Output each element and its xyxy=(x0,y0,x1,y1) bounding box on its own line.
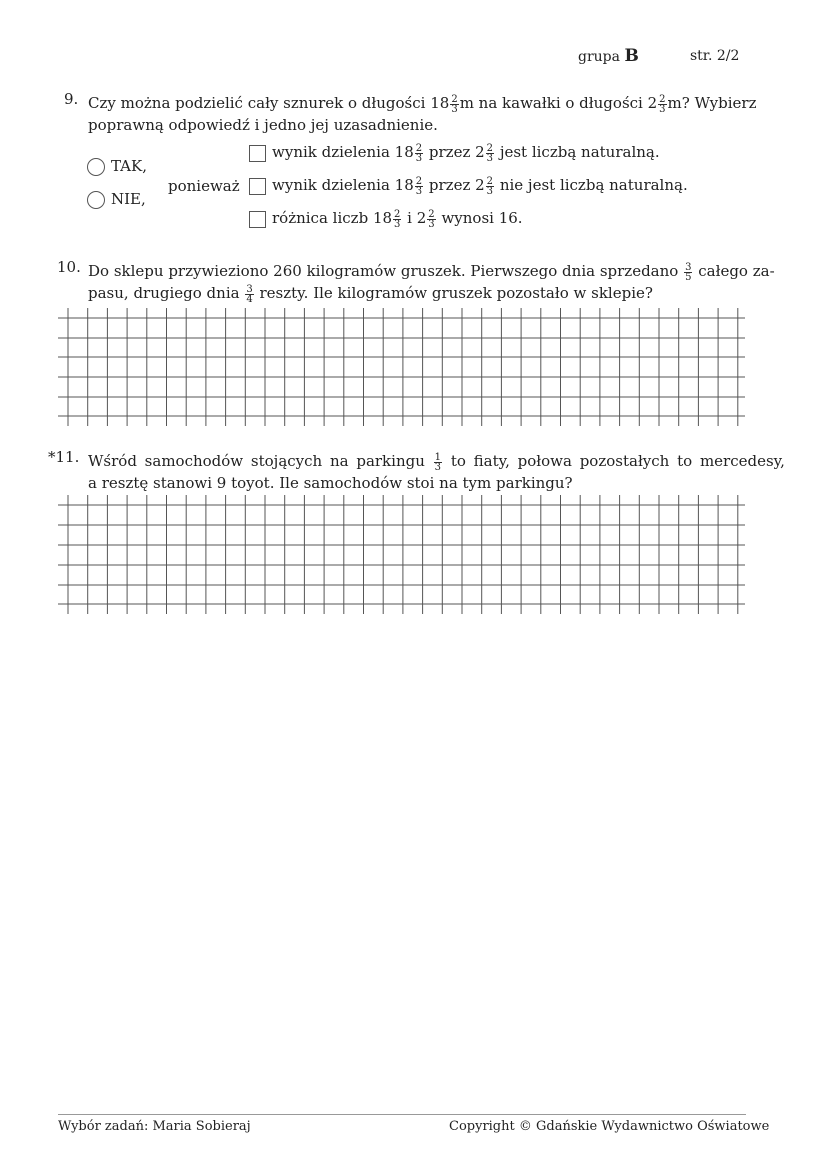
fraction: $\frac{2}{3}$ xyxy=(415,142,423,164)
q9-text-part: Czy można podzielić cały sznurek o długości 18 xyxy=(88,94,450,112)
q11-number: *11. xyxy=(48,448,80,466)
group-value: B xyxy=(624,46,639,66)
footer-copyright: Copyright © Gdańskie Wydawnictwo Oświatowe xyxy=(449,1119,770,1134)
fraction: $\frac{2}{3}$ xyxy=(486,175,494,197)
reason-3[interactable]: różnica liczb 18 $\frac{2}{3}$ i 2 $\frac{2}{3}$ wynosi 16. xyxy=(249,209,523,229)
q9-number: 9. xyxy=(64,90,79,108)
fraction: $\frac{2}{3}$ xyxy=(428,208,435,230)
fraction: $\frac{2}{3}$ xyxy=(451,93,458,115)
reason-2[interactable]: wynik dzielenia 18 $\frac{2}{3}$ przez 2 $\frac{2}{3}$ nie jest liczbą naturalną. xyxy=(249,176,688,196)
footer-author: Wybór zadań: Maria Sobieraj xyxy=(58,1119,251,1134)
q10-text: Do sklepu przywieziono 260 kilogramów gruszek. Pierwszego dnia sprzedano $\frac{3}{5}$ całego za- pasu, drugiego dnia $\frac{3}{4}$ reszty. Ile kilogramów gruszek pozostało w sklepie? xyxy=(88,261,775,305)
footer-divider xyxy=(58,1114,746,1115)
fraction: $\frac{1}{3}$ xyxy=(434,451,442,473)
page-number: str. 2/2 xyxy=(690,48,740,64)
fraction: $\frac{3}{5}$ xyxy=(685,261,692,283)
q10-number: 10. xyxy=(57,258,81,276)
q9-text-part: m na kawałki o długości 2 xyxy=(459,94,658,112)
fraction: $\frac{3}{4}$ xyxy=(246,283,253,305)
because-label: ponieważ xyxy=(168,177,240,195)
q9-text-part: m? Wybierz xyxy=(667,94,757,112)
answer-nie-label: NIE, xyxy=(111,190,146,208)
answer-tak-label: TAK, xyxy=(111,157,147,175)
q11-text: Wśród samochodów stojących na parkingu $\frac{1}{3}$ to fiaty, połowa pozostałych to mercedesy, a resztę stanowi 9 toyot. Ile samochodów stoi na tym parkingu? xyxy=(88,451,785,492)
fraction: $\frac{2}{3}$ xyxy=(659,93,666,115)
fraction: $\frac{2}{3}$ xyxy=(486,142,494,164)
reason-1[interactable]: wynik dzielenia 18 $\frac{2}{3}$ przez 2 $\frac{2}{3}$ jest liczbą naturalną. xyxy=(249,143,660,163)
fraction: $\frac{2}{3}$ xyxy=(394,208,401,230)
fraction: $\frac{2}{3}$ xyxy=(415,175,423,197)
group-label-text: grupa xyxy=(578,49,620,65)
q9-text-line2: poprawną odpowiedź i jedno jej uzasadnienie. xyxy=(88,116,438,134)
